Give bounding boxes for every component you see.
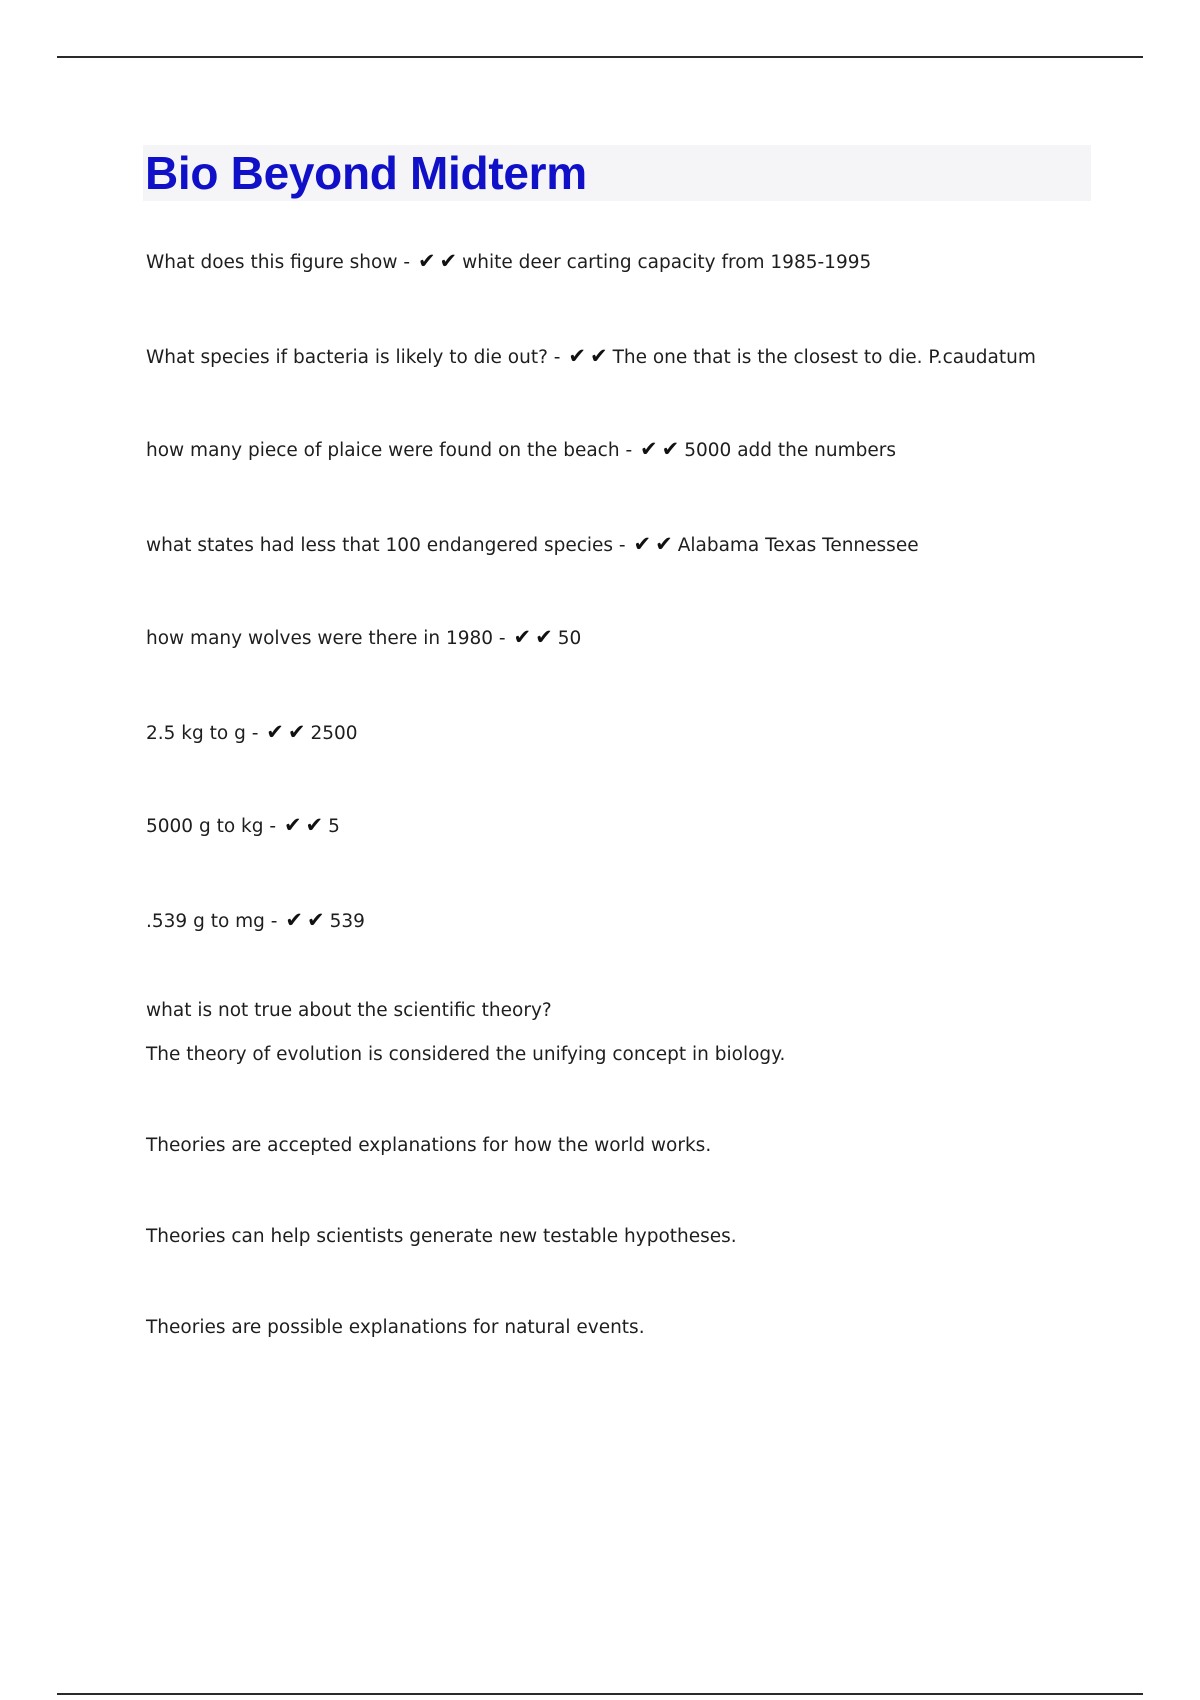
check-icon: ✔✔: [633, 532, 677, 556]
check-icon: ✔✔: [285, 908, 329, 932]
title-banner: [143, 145, 1091, 201]
question-text: 2.5 kg to g -: [146, 723, 259, 744]
theory-option: The theory of evolution is considered the unifying concept in biology.: [146, 1044, 786, 1065]
answer-text: Alabama Texas Tennessee: [677, 535, 919, 556]
check-icon: ✔✔: [513, 625, 557, 649]
answer-text: white deer carting capacity from 1985-1995: [462, 252, 872, 273]
qa-item: [146, 248, 871, 276]
answer-text: 539: [329, 911, 365, 932]
check-icon: ✔✔: [568, 344, 612, 368]
theory-option: Theories can help scientists generate new testable hypotheses.: [146, 1226, 737, 1247]
theory-question: what is not true about the scientific theory?: [146, 1000, 552, 1021]
question-text: .539 g to mg -: [146, 911, 278, 932]
answer-text: 5000 add the numbers: [684, 440, 896, 461]
question-text: What species if bacteria is likely to die out? -: [146, 347, 561, 368]
check-icon: ✔✔: [640, 437, 684, 461]
document-title: Bio Beyond Midterm: [145, 147, 587, 199]
answer-text: The one that is the closest to die. P.caudatum: [612, 347, 1036, 368]
answer-text: 2500: [310, 723, 358, 744]
qa-item: [146, 343, 1036, 371]
question-text: 5000 g to kg -: [146, 816, 277, 837]
theory-option: Theories are accepted explanations for how the world works.: [146, 1135, 712, 1156]
question-text: how many piece of plaice were found on the beach -: [146, 440, 633, 461]
answer-text: 50: [557, 628, 582, 649]
answer-text: 5: [328, 816, 340, 837]
question-text: how many wolves were there in 1980 -: [146, 628, 506, 649]
qa-item: [146, 624, 581, 652]
top-rule: [57, 56, 1143, 58]
qa-item: [146, 436, 896, 464]
question-text: what states had less that 100 endangered species -: [146, 535, 626, 556]
qa-item: [146, 812, 340, 840]
theory-option: Theories are possible explanations for natural events.: [146, 1317, 645, 1338]
qa-item: [146, 907, 365, 935]
check-icon: ✔✔: [266, 720, 310, 744]
qa-item: [146, 719, 358, 747]
check-icon: ✔✔: [417, 249, 462, 273]
qa-item: [146, 531, 919, 559]
bottom-rule: [57, 1693, 1143, 1695]
question-text: What does this figure show -: [146, 252, 411, 273]
check-icon: ✔✔: [283, 813, 328, 837]
